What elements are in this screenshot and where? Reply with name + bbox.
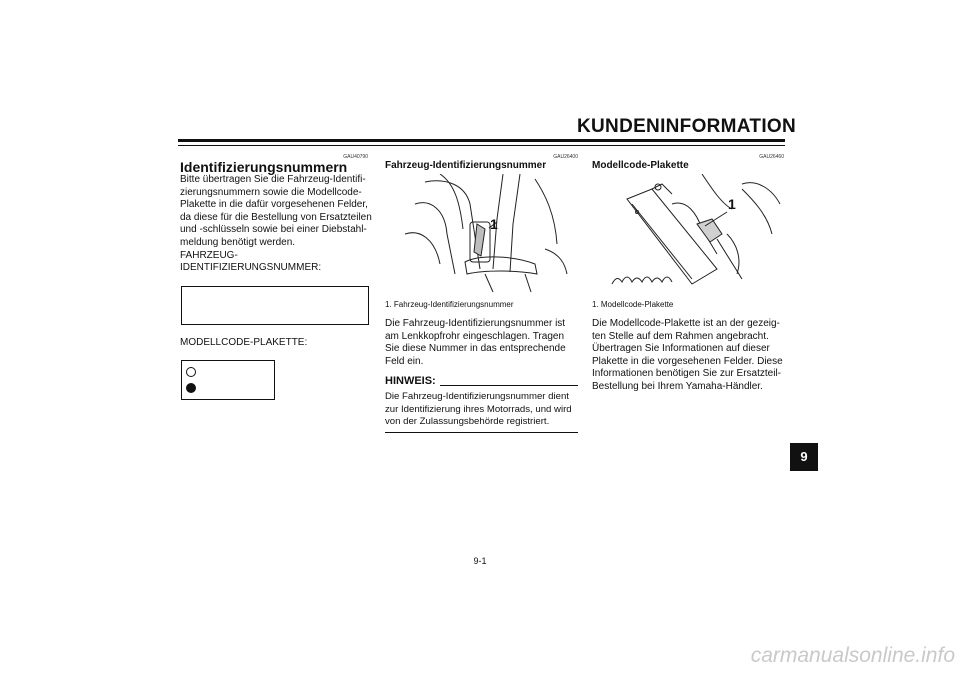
page-title: KUNDENINFORMATION bbox=[577, 116, 797, 137]
text-line: zur Identifizierung ihres Motorrads, und wird bbox=[385, 403, 572, 415]
text-line: Plakette in die dafür vorgesehenen Felder, bbox=[180, 199, 368, 211]
section-heading: Identifizierungsnummern bbox=[180, 159, 348, 175]
figure-callout: 1 bbox=[728, 196, 736, 212]
text-line: Feld ein. bbox=[385, 355, 424, 367]
section-code: GAU40790 bbox=[343, 154, 368, 160]
watermark: carmanualsonline.info bbox=[750, 644, 955, 667]
note-paragraph bbox=[385, 391, 583, 429]
text-line: von der Zulassungsbehörde registriert. bbox=[385, 416, 550, 428]
plate-paragraph bbox=[592, 318, 787, 394]
note-rule-bottom bbox=[385, 432, 578, 433]
text-line: Die Modellcode-Plakette ist an der gezeig- bbox=[592, 318, 780, 329]
intro-paragraph bbox=[180, 174, 375, 275]
text-line: Bestellung bei Ihrem Yamaha-Händler. bbox=[592, 380, 763, 392]
chapter-tab: 9 bbox=[790, 443, 818, 471]
note-title: HINWEIS: bbox=[385, 375, 436, 387]
text-line: Bitte übertragen Sie die Fahrzeug-Identifi- bbox=[180, 174, 366, 185]
vin-paragraph bbox=[385, 318, 580, 368]
filled-circle-icon bbox=[186, 383, 196, 393]
figure-callout: 1 bbox=[490, 216, 498, 232]
vin-entry-box bbox=[181, 286, 369, 325]
note-rule-top bbox=[440, 385, 578, 386]
text-line: FAHRZEUG- bbox=[180, 249, 238, 261]
text-line: da diese für die Bestellung von Ersatzteilen bbox=[180, 211, 372, 223]
figure-caption: 1. Modellcode-Plakette bbox=[592, 300, 674, 309]
figure-caption: 1. Fahrzeug-Identifizierungsnummer bbox=[385, 300, 514, 309]
text-line: Plakette in die vorgesehenen Felder. Diese bbox=[592, 355, 783, 367]
text-line: zierungsnummern sowie die Modellcode- bbox=[180, 186, 362, 198]
text-line: Übertragen Sie Informationen auf dieser bbox=[592, 343, 770, 355]
text-line: ten Stelle auf dem Rahmen angebracht. bbox=[592, 330, 769, 342]
text-line: meldung benötigt werden. bbox=[180, 236, 296, 248]
page-number: 9-1 bbox=[473, 556, 487, 566]
text-line: Die Fahrzeug-Identifizierungsnummer dient bbox=[385, 391, 569, 402]
header-rule-thin bbox=[178, 145, 785, 146]
section-code: GAU26460 bbox=[759, 154, 784, 160]
text-line: Informationen benötigen Sie zur Ersatzteil- bbox=[592, 368, 781, 380]
text-line: Sie diese Nummer in das entsprechende bbox=[385, 343, 566, 355]
plate-label: MODELLCODE-PLAKETTE: bbox=[180, 337, 308, 348]
section-heading: Modellcode-Plakette bbox=[592, 160, 689, 171]
empty-circle-icon bbox=[186, 367, 196, 377]
text-line: und -schlüsseln sowie bei einer Diebstahl- bbox=[180, 224, 367, 236]
text-line: Die Fahrzeug-Identifizierungsnummer ist bbox=[385, 318, 566, 329]
section-code: GAU26400 bbox=[553, 154, 578, 160]
header-rule bbox=[178, 139, 785, 142]
model-code-entry-box bbox=[181, 360, 275, 400]
steering-head-illustration bbox=[385, 174, 578, 294]
frame-plate-illustration bbox=[592, 174, 782, 294]
section-heading: Fahrzeug-Identifizierungsnummer bbox=[385, 160, 547, 171]
text-line: IDENTIFIZIERUNGSNUMMER: bbox=[180, 262, 322, 274]
text-line: am Lenkkopfrohr eingeschlagen. Tragen bbox=[385, 330, 565, 342]
